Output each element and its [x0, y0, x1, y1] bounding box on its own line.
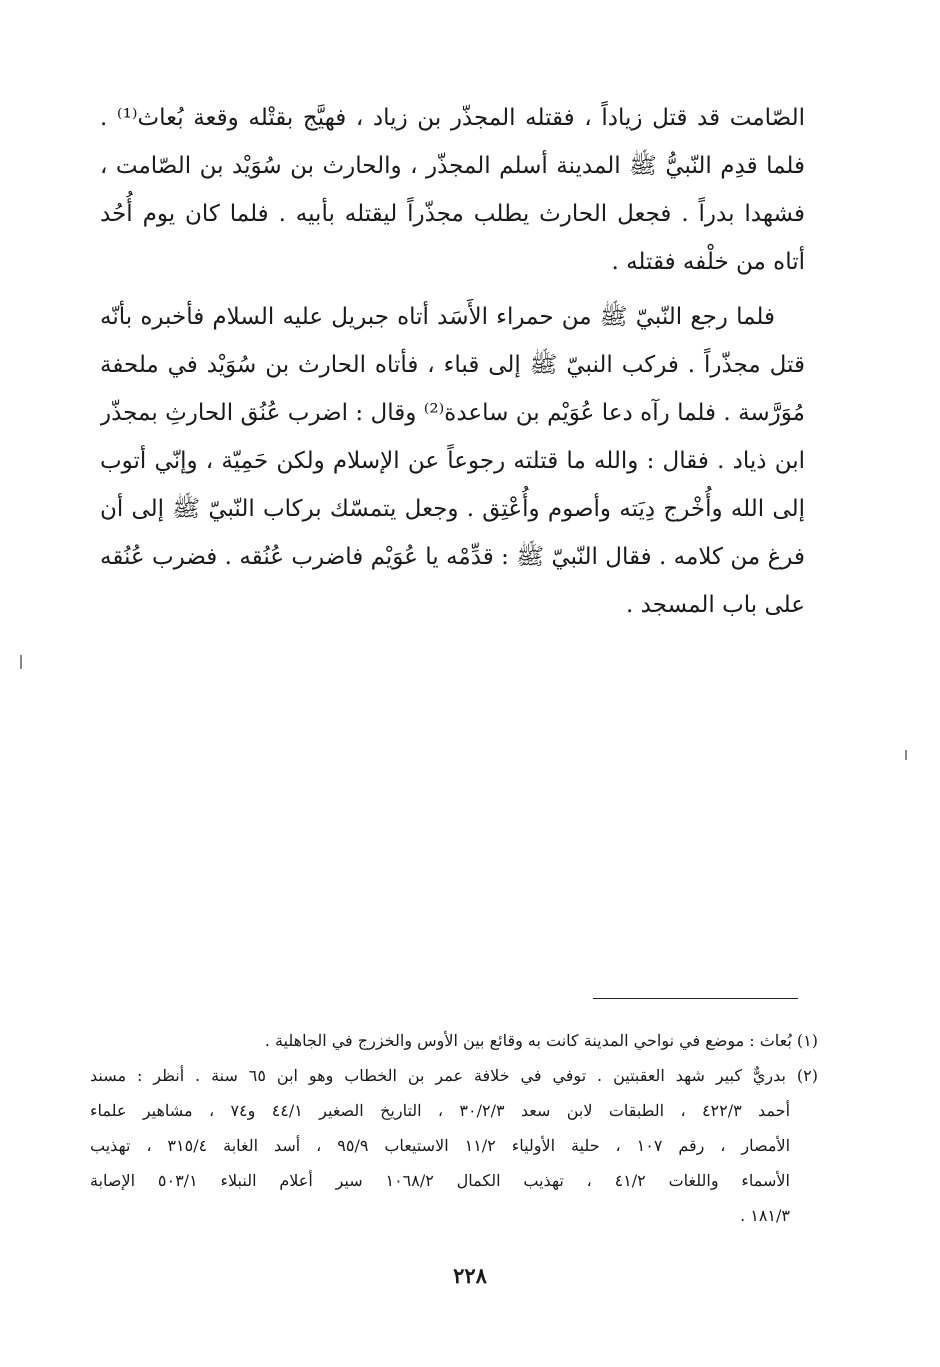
- footnote-separator: [593, 998, 798, 999]
- scan-speck: [20, 655, 22, 669]
- text-line: فلما رجع النّبيّ ﷺ من حمراء الأَسَد أتاه جبريل عليه السلام فأخبره بأنّه: [100, 304, 775, 330]
- footnote-2-line: الأمصار ، رقم ١٠٧ ، حلية الأولياء ١١/٢ الاستيعاب ٩٥/٩ ، أسد الغابة ٣١٥/٤ ، تهذيب: [90, 1136, 791, 1155]
- text-line: ابن ذياد . فقال : والله ما قتلته رجوعاً عن الإسلام ولكن حَمِيّة ، وإنّي أتوب: [100, 448, 805, 474]
- text-line: أتاه من خلْفه فقتله .: [611, 249, 805, 275]
- text-line: قتل مجذّراً . فركب النبيّ ﷺ إلى قباء ، فأتاه الحارث بن سُوَيْد في ملحفة: [100, 352, 805, 378]
- paragraph-1: [100, 94, 805, 286]
- text-line: فشهدا بدراً . فجعل الحارث يطلب مجذّراً ليقتله بأبيه . فلما كان يوم أُحُد: [100, 201, 805, 227]
- footnote-2: (٢) بدريٌّ كبير شهد العقبتين . توفي في خلافة عمر بن الخطاب وهو ابن ٦٥ سنة . أنظر : مسند: [90, 1066, 818, 1085]
- text-line: فلما قدِم النّبيُّ ﷺ المدينة أسلم المجذّر ، والحارث بن سُوَيْد بن الصّامت ،: [100, 153, 805, 179]
- paragraph-2: [100, 293, 805, 629]
- scan-speck: [905, 750, 907, 760]
- text-line: إلى الله وأُخْرج دِيَته وأصوم وأُعْتِق . وجعل يتمسّك بركاب النّبيّ ﷺ إلى أن: [100, 496, 805, 522]
- page-number: ٢٢٨: [453, 1263, 487, 1288]
- footnote-2-line: أحمد ٤٢٢/٣ ، الطبقات لابن سعد ٣٠/٢/٣ ، التاريخ الصغير ٤٤/١ و٧٤ ، مشاهير علماء: [90, 1101, 791, 1120]
- footnote-2-line: الأسماء واللغات ٤١/٢ ، تهذيب الكمال ١٠٦٨/٢ سير أعلام النبلاء ٥٠٣/١ الإصابة: [90, 1171, 791, 1190]
- text-line: مُوَرَّسة . فلما رآه دعا عُوَيْم بن ساعدة⁽²⁾ وقال : اضرب عُنُق الحارثِ بمجذّر: [100, 400, 805, 426]
- footnotes: [90, 1023, 818, 1233]
- footnote-2-line: ١٨١/٣ .: [740, 1206, 790, 1225]
- text-line: الصّامت قد قتل زياداً ، فقتله المجذّر بن زياد ، فهيَّج بقتْله وقعة بُعاث⁽¹⁾ .: [100, 105, 805, 131]
- text-line: فرغ من كلامه . فقال النّبيّ ﷺ : قدِّمْه يا عُوَيْم فاضرب عُنُقه . فضرب عُنُقه: [100, 544, 805, 570]
- footnote-1: (١) بُعاث : موضع في نواحي المدينة كانت به وقائع بين الأوس والخزرج في الجاهلية .: [264, 1031, 818, 1050]
- text-line: على باب المسجد .: [626, 592, 805, 618]
